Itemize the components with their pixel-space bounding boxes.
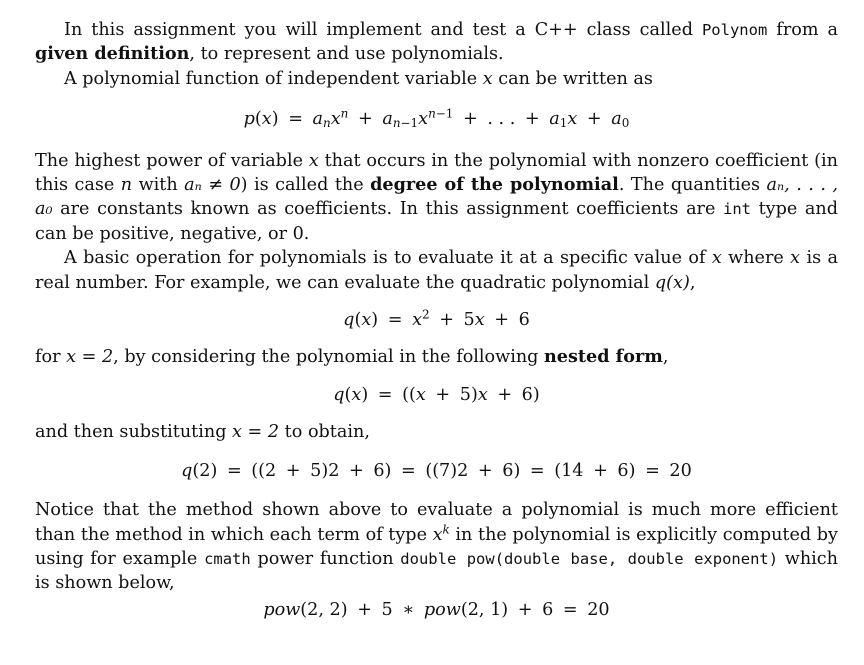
equation-substitution: q(2) = ((2 + 5)2 + 6) = ((7)2 + 6) = (14 + 6) = 20: [181, 460, 692, 481]
cmath-code: cmath: [204, 549, 251, 568]
bold-nested-form: nested form: [544, 346, 663, 368]
paragraph-polynomial-form: A polynomial function of independent variable x can be written as: [64, 68, 653, 89]
int-type-code: int: [723, 200, 751, 219]
paragraph-intro: In this assignment you will implement and test a C++ class called Polynom from a given definition, to represent and use polynomials.: [35, 20, 838, 65]
equation-pow: pow(2, 2) + 5 ∗ pow(2, 1) + 6 = 20: [263, 599, 610, 620]
class-name-code: Polynom: [701, 21, 768, 39]
equation-nested: q(x) = ((x + 5)x + 6): [333, 384, 540, 405]
paragraph-efficiency-note: Notice that the method shown above to evaluate a polynomial is much more efficient than the method in which each term of type $x^k$ in the polynomial is explicitly computed by using for example cmath power function double pow(double base, double exponent) which is shown below,: [35, 500, 838, 594]
bold-given-definition: given definition: [35, 43, 190, 65]
bold-degree-of-polynomial: degree of the polynomial: [370, 174, 619, 196]
paragraph-nested-form: for x = 2, by considering the polynomial in the following nested form,: [35, 346, 669, 368]
paragraph-degree-definition: The highest power of variable x that occurs in the polynomial with nonzero coefficient (in this case n with aₙ ≠ 0) is called the degree of the polynomial. The quantities aₙ, . . . , a₀ are constants known as coefficients. In this assignment coefficients are int type and can be positive, negative, or 0.: [35, 150, 838, 244]
equation-general-polynomial: $p(x) = a_nx^n + a_{n-1}x^{n-1}$ + . . . + $a_1x + a_0$: [243, 106, 630, 131]
equation-quadratic: $q(x) = x^2 + 5x + 6$: [343, 307, 530, 331]
paragraph-evaluation: A basic operation for polynomials is to evaluate it at a specific value of x where x is a real number. For example, we can evaluate the quadratic polynomial q(x),: [35, 248, 839, 293]
paragraph-substitution: and then substituting x = 2 to obtain,: [35, 422, 370, 443]
pow-signature-code: double pow(double base, double exponent): [400, 549, 779, 568]
